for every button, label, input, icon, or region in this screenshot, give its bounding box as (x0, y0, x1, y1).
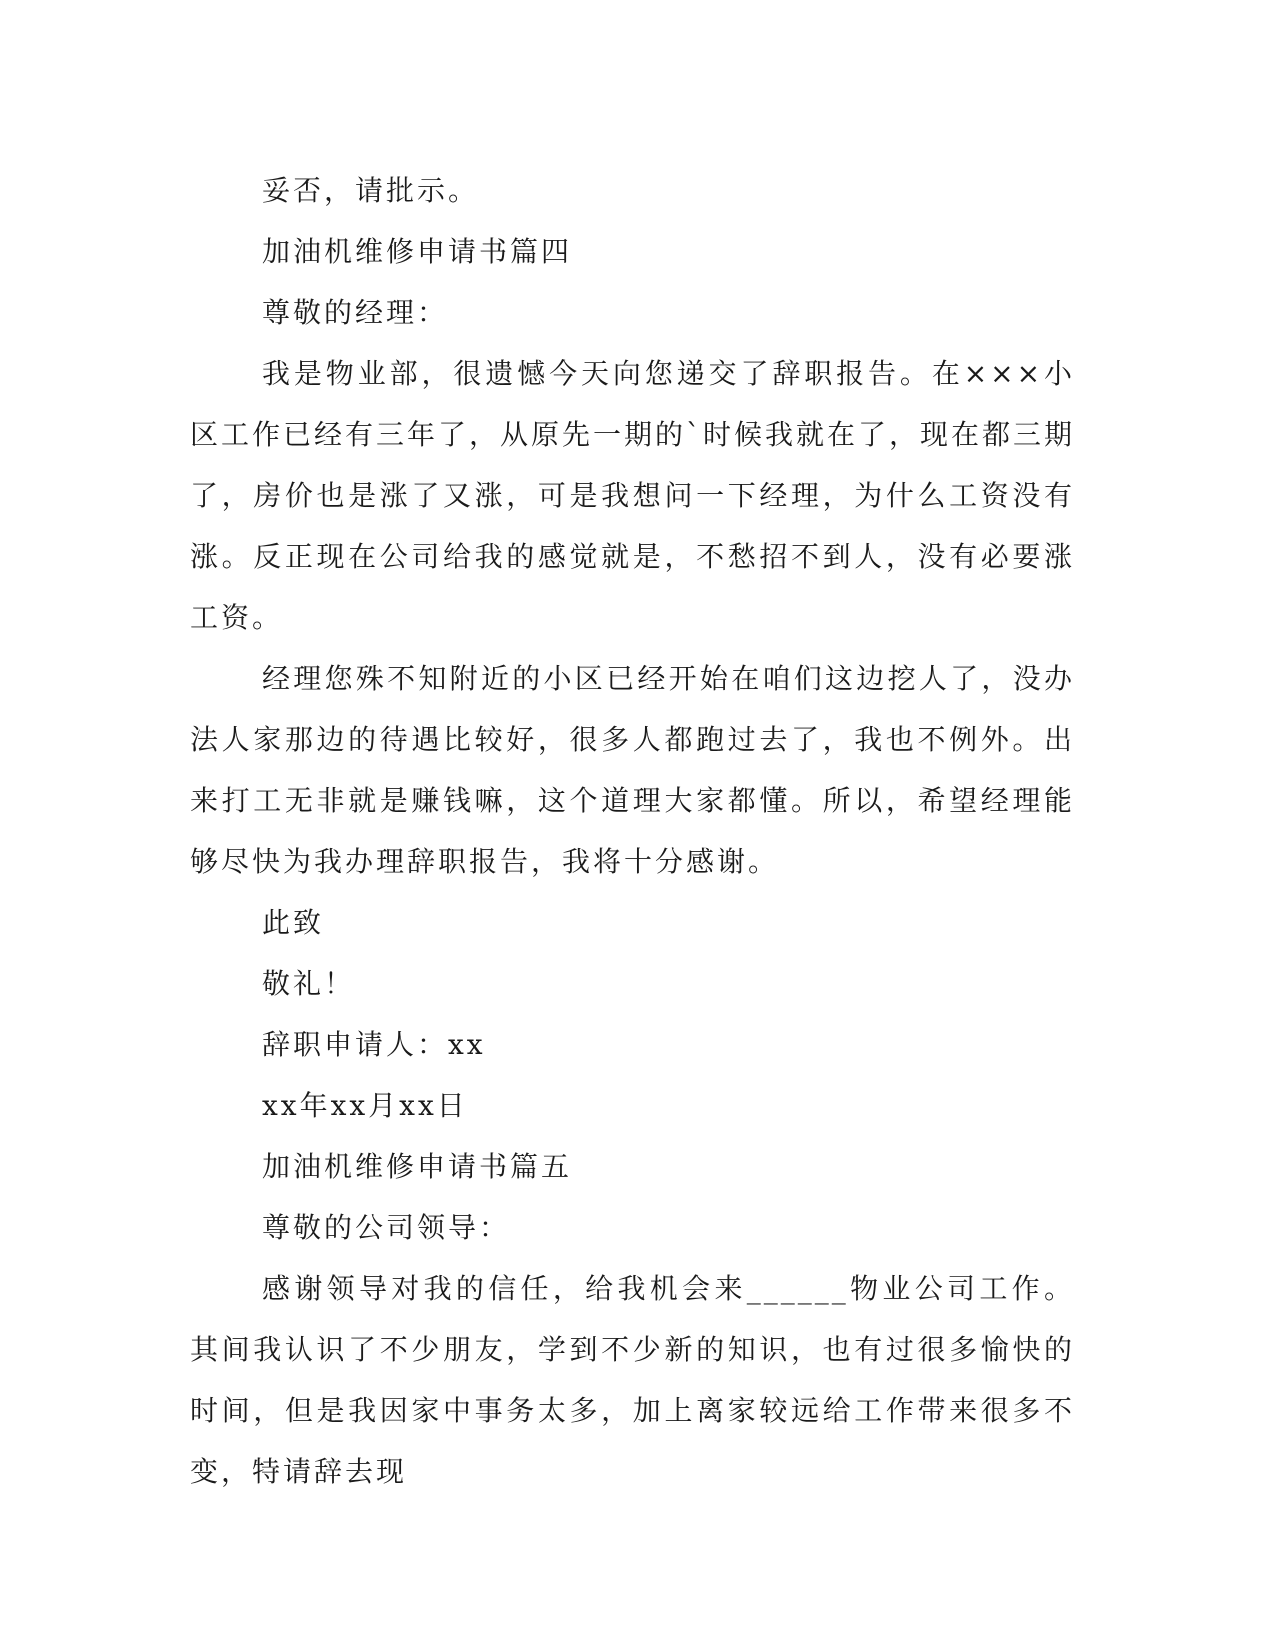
document-body (190, 160, 1075, 1502)
salutation-leaders: 尊敬的公司领导： (262, 1211, 511, 1244)
closing-approval-line: 妥否，请批示。 (262, 174, 480, 207)
closing-cizhi: 此致 (262, 906, 325, 939)
salutation-manager: 尊敬的经理： (262, 296, 449, 329)
body-paragraph-1: 我是物业部，很遗憾今天向您递交了辞职报告。在×××小区工作已经有三年了，从原先一期的`时候我就在了，现在都三期了，房价也是涨了又涨，可是我想问一下经理，为什么工资没有涨。反正现在公司给我的感觉就是，不愁招不到人，没有必要涨工资。 (190, 357, 1076, 634)
closing-jingli: 敬礼！ (262, 967, 356, 1000)
signature-date: xx年xx月xx日 (262, 1089, 468, 1122)
section-heading-4: 加油机维修申请书篇四 (262, 235, 573, 268)
body-paragraph-2: 经理您殊不知附近的小区已经开始在咱们这边挖人了，没办法人家那边的待遇比较好，很多人都跑过去了，我也不例外。出来打工无非就是赚钱嘛，这个道理大家都懂。所以，希望经理能够尽快为我办理辞职报告，我将十分感谢。 (190, 662, 1075, 878)
applicant-signature: 辞职申请人：xx (262, 1028, 486, 1061)
section-heading-5: 加油机维修申请书篇五 (262, 1150, 573, 1183)
body-paragraph-3: 感谢领导对我的信任，给我机会来______物业公司工作。其间我认识了不少朋友，学到不少新的知识，也有过很多愉快的时间，但是我因家中事务太多，加上离家较远给工作带来很多不变，特请辞去现 (190, 1272, 1075, 1488)
